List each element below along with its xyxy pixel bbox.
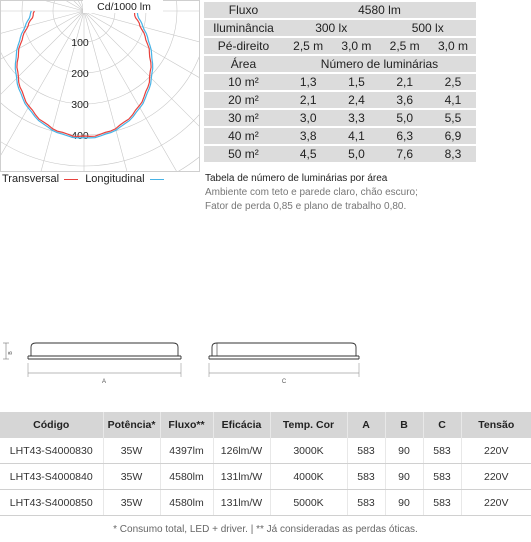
header-codigo: Código (0, 412, 103, 438)
caption-line: Ambiente com teto e parede claro, chão escuro; (205, 187, 418, 198)
flux-value: 4580 lm (283, 2, 476, 18)
table-cell: 2,4 (333, 92, 379, 108)
row-label: Iluminância (204, 20, 283, 36)
table-cell: 90 (385, 490, 423, 516)
header-b: B (385, 412, 423, 438)
table-cell: LHT43-S4000840 (0, 464, 103, 490)
ring-label: 100 (71, 37, 89, 49)
table-row (204, 20, 476, 36)
area-label: 20 m² (204, 92, 283, 108)
grid-spoke (0, 0, 84, 11)
table-cell: 583 (347, 438, 385, 464)
table-row (204, 92, 476, 108)
table-cell: 5,0 (379, 110, 429, 126)
table-cell: 2,1 (283, 92, 333, 108)
table-row (204, 56, 476, 72)
table-cell: 3,8 (283, 128, 333, 144)
grid-spoke (84, 11, 200, 172)
table-cell: 3,6 (379, 92, 429, 108)
dimension-b-label: B (8, 351, 14, 355)
table-cell: 4580lm (160, 490, 213, 516)
table-footnote: * Consumo total, LED + driver. | ** Já consideradas as perdas óticas. (113, 524, 418, 535)
table-cell: 90 (385, 438, 423, 464)
grid-spoke (0, 0, 84, 11)
table-cell: 3,0 (283, 110, 333, 126)
front-view-drawing (3, 343, 181, 377)
area-label: 10 m² (204, 74, 283, 90)
ring-label: 400 (71, 130, 89, 142)
header-tensao: Tensão (461, 412, 531, 438)
area-label: 50 m² (204, 146, 283, 162)
table-header-row (0, 412, 531, 438)
legend-longitudinal-swatch (150, 179, 164, 180)
ring-label: 300 (71, 99, 89, 111)
photometric-polar-diagram (0, 0, 200, 172)
grid-ring (0, 0, 200, 166)
luminaire-count-table (204, 0, 476, 164)
luminaire-count-header: Número de luminárias (283, 56, 476, 72)
side-view-drawing (209, 343, 359, 377)
legend-transversal-swatch (64, 179, 78, 180)
grid-spoke (84, 11, 200, 172)
table-cell: 8,3 (430, 146, 476, 162)
table-row (0, 490, 531, 516)
curve-legend (2, 173, 168, 185)
product-spec-table (0, 412, 531, 516)
table-row (0, 438, 531, 464)
caption-line: Fator de perda 0,85 e plano de trabalho 0,80. (205, 201, 407, 212)
table-cell: 5000K (270, 490, 347, 516)
table-cell: 220V (461, 438, 531, 464)
table-cell: 90 (385, 464, 423, 490)
table-cell: 7,6 (379, 146, 429, 162)
grid-spoke (0, 0, 84, 11)
table-cell: 583 (423, 464, 461, 490)
ring-label: 200 (71, 68, 89, 80)
table-caption (205, 172, 465, 214)
header-a: A (347, 412, 385, 438)
table-row (204, 2, 476, 18)
table-row (0, 464, 531, 490)
table-cell: 4,1 (430, 92, 476, 108)
table-row (204, 146, 476, 162)
table-cell: 6,9 (430, 128, 476, 144)
table-cell: 583 (347, 490, 385, 516)
table-cell: 131lm/W (213, 490, 270, 516)
table-cell: 220V (461, 464, 531, 490)
legend-transversal-label: Transversal (2, 173, 60, 185)
diagram-frame (1, 1, 200, 172)
table-cell: 583 (423, 490, 461, 516)
table-cell: 3000K (270, 438, 347, 464)
table-row (204, 38, 476, 54)
table-cell: 35W (103, 490, 160, 516)
table-cell: 2,5 m (283, 38, 333, 54)
table-cell: 3,0 m (430, 38, 476, 54)
table-cell: 2,5 m (379, 38, 429, 54)
table-row (204, 74, 476, 90)
illuminance-300: 300 lx (283, 20, 380, 36)
table-cell: 583 (347, 464, 385, 490)
grid-ring (0, 0, 200, 172)
table-cell: LHT43-S4000850 (0, 490, 103, 516)
table-cell: 35W (103, 438, 160, 464)
table-cell: 1,5 (333, 74, 379, 90)
table-cell: 3,3 (333, 110, 379, 126)
table-cell: 1,3 (283, 74, 333, 90)
dimension-c-label: C (281, 379, 287, 385)
table-cell: 220V (461, 490, 531, 516)
table-cell: 126lm/W (213, 438, 270, 464)
caption-title: Tabela de número de luminárias por área (205, 173, 388, 184)
table-cell: 5,5 (430, 110, 476, 126)
table-cell: 131lm/W (213, 464, 270, 490)
table-cell: 4580lm (160, 464, 213, 490)
table-cell: 583 (423, 438, 461, 464)
dimension-a-label: A (101, 379, 107, 385)
table-cell: 4,5 (283, 146, 333, 162)
row-label: Área (204, 56, 283, 72)
row-label: Pé-direito (204, 38, 283, 54)
grid-spoke (0, 0, 84, 11)
header-temp-cor: Temp. Cor (270, 412, 347, 438)
table-cell: 2,5 (430, 74, 476, 90)
table-cell: 35W (103, 464, 160, 490)
header-eficacia: Eficácia (213, 412, 270, 438)
polar-grid (0, 0, 200, 172)
row-label: Fluxo (204, 2, 283, 18)
dimension-drawings (0, 332, 531, 392)
table-cell: 2,1 (379, 74, 429, 90)
table-cell: 4397lm (160, 438, 213, 464)
table-cell: 6,3 (379, 128, 429, 144)
table-row (204, 128, 476, 144)
table-cell: LHT43-S4000830 (0, 438, 103, 464)
table-cell: 4000K (270, 464, 347, 490)
header-c: C (423, 412, 461, 438)
candela-unit-label: Cd/1000 lm (97, 1, 151, 13)
table-cell: 4,1 (333, 128, 379, 144)
table-cell: 5,0 (333, 146, 379, 162)
table-row (204, 110, 476, 126)
header-fluxo: Fluxo** (160, 412, 213, 438)
legend-longitudinal-label: Longitudinal (85, 173, 145, 185)
header-potencia: Potência* (103, 412, 160, 438)
area-label: 30 m² (204, 110, 283, 126)
table-cell: 3,0 m (333, 38, 379, 54)
area-label: 40 m² (204, 128, 283, 144)
illuminance-500: 500 lx (379, 20, 476, 36)
